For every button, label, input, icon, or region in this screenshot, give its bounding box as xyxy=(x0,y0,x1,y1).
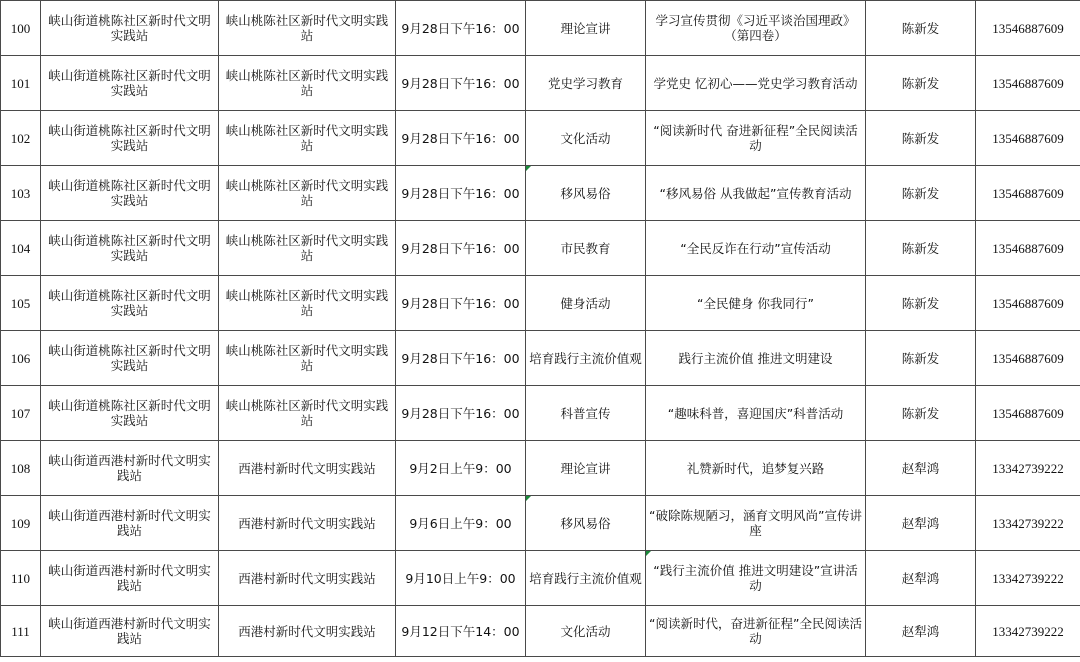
contact-phone-cell[interactable]: 13546887609 xyxy=(976,56,1080,111)
activity-type-cell[interactable]: 理论宣讲 xyxy=(526,441,646,496)
street-station-cell[interactable]: 峡山街道桃陈社区新时代文明实践站 xyxy=(41,276,219,331)
row-number-cell[interactable]: 103 xyxy=(1,166,41,221)
street-station-cell[interactable]: 峡山街道桃陈社区新时代文明实践站 xyxy=(41,221,219,276)
practice-station-cell[interactable]: 峡山桃陈社区新时代文明实践站 xyxy=(219,276,396,331)
activity-time-cell[interactable]: 9月28日下午16：00 xyxy=(396,111,526,166)
activity-type-cell[interactable]: 科普宣传 xyxy=(526,386,646,441)
activity-time-cell[interactable]: 9月28日下午16：00 xyxy=(396,221,526,276)
contact-phone-cell[interactable]: 13546887609 xyxy=(976,166,1080,221)
activity-title-cell[interactable]: “趣味科普，喜迎国庆”科普活动 xyxy=(646,386,866,441)
contact-person-cell[interactable]: 陈新发 xyxy=(866,386,976,441)
contact-person-cell[interactable]: 赵犁鸿 xyxy=(866,551,976,606)
contact-phone-cell[interactable]: 13546887609 xyxy=(976,1,1080,56)
contact-person-cell[interactable]: 赵犁鸿 xyxy=(866,606,976,657)
table-row xyxy=(1,166,1080,221)
activity-title-cell[interactable]: 学党史 忆初心——党史学习教育活动 xyxy=(646,56,866,111)
street-station-cell[interactable]: 峡山街道西港村新时代文明实践站 xyxy=(41,551,219,606)
practice-station-cell[interactable]: 西港村新时代文明实践站 xyxy=(219,441,396,496)
activity-title-cell[interactable]: 学习宣传贯彻《习近平谈治国理政》（第四卷） xyxy=(646,1,866,56)
table-row xyxy=(1,441,1080,496)
street-station-cell[interactable]: 峡山街道西港村新时代文明实践站 xyxy=(41,606,219,657)
contact-person-cell[interactable]: 陈新发 xyxy=(866,1,976,56)
street-station-cell[interactable]: 峡山街道桃陈社区新时代文明实践站 xyxy=(41,331,219,386)
contact-person-cell[interactable]: 陈新发 xyxy=(866,276,976,331)
activity-title-cell[interactable]: “全民反诈在行动”宣传活动 xyxy=(646,221,866,276)
street-station-cell[interactable]: 峡山街道桃陈社区新时代文明实践站 xyxy=(41,1,219,56)
table-row xyxy=(1,551,1080,606)
practice-station-cell[interactable]: 峡山桃陈社区新时代文明实践站 xyxy=(219,1,396,56)
activity-title-cell[interactable]: “全民健身 你我同行” xyxy=(646,276,866,331)
row-number-cell[interactable]: 104 xyxy=(1,221,41,276)
activity-time-cell[interactable]: 9月28日下午16：00 xyxy=(396,1,526,56)
contact-phone-cell[interactable]: 13546887609 xyxy=(976,331,1080,386)
activity-time-cell[interactable]: 9月28日下午16：00 xyxy=(396,276,526,331)
activity-type-cell[interactable]: 市民教育 xyxy=(526,221,646,276)
street-station-cell[interactable]: 峡山街道桃陈社区新时代文明实践站 xyxy=(41,166,219,221)
table-row xyxy=(1,56,1080,111)
activity-title-cell[interactable]: “破除陈规陋习，涵育文明风尚”宣传讲座 xyxy=(646,496,866,551)
street-station-cell[interactable]: 峡山街道桃陈社区新时代文明实践站 xyxy=(41,111,219,166)
practice-station-cell[interactable]: 峡山桃陈社区新时代文明实践站 xyxy=(219,331,396,386)
row-number-cell[interactable]: 105 xyxy=(1,276,41,331)
contact-person-cell[interactable]: 陈新发 xyxy=(866,166,976,221)
practice-station-cell[interactable]: 西港村新时代文明实践站 xyxy=(219,551,396,606)
activity-time-cell[interactable]: 9月28日下午16：00 xyxy=(396,331,526,386)
activity-type-cell[interactable]: 移风易俗 xyxy=(526,166,646,221)
row-number-cell[interactable]: 107 xyxy=(1,386,41,441)
row-number-cell[interactable]: 101 xyxy=(1,56,41,111)
practice-station-cell[interactable]: 峡山桃陈社区新时代文明实践站 xyxy=(219,56,396,111)
contact-phone-cell[interactable]: 13546887609 xyxy=(976,111,1080,166)
table-row xyxy=(1,331,1080,386)
contact-phone-cell[interactable]: 13342739222 xyxy=(976,441,1080,496)
activity-time-cell[interactable]: 9月28日下午16：00 xyxy=(396,56,526,111)
table-row xyxy=(1,606,1080,657)
table-row xyxy=(1,221,1080,276)
street-station-cell[interactable]: 峡山街道桃陈社区新时代文明实践站 xyxy=(41,386,219,441)
activity-time-cell[interactable]: 9月2日上午9：00 xyxy=(396,441,526,496)
activity-type-cell[interactable]: 培育践行主流价值观 xyxy=(526,331,646,386)
practice-station-cell[interactable]: 峡山桃陈社区新时代文明实践站 xyxy=(219,166,396,221)
contact-phone-cell[interactable]: 13342739222 xyxy=(976,551,1080,606)
row-number-cell[interactable]: 100 xyxy=(1,1,41,56)
activity-title-cell[interactable]: “阅读新时代，奋进新征程”全民阅读活动 xyxy=(646,606,866,657)
street-station-cell[interactable]: 峡山街道西港村新时代文明实践站 xyxy=(41,496,219,551)
activity-type-cell[interactable]: 移风易俗 xyxy=(526,496,646,551)
activity-time-cell[interactable]: 9月28日下午16：00 xyxy=(396,166,526,221)
table-row xyxy=(1,111,1080,166)
contact-phone-cell[interactable]: 13342739222 xyxy=(976,606,1080,657)
row-number-cell[interactable]: 109 xyxy=(1,496,41,551)
activity-type-cell[interactable]: 理论宣讲 xyxy=(526,1,646,56)
activity-title-cell[interactable]: “践行主流价值 推进文明建设”宣讲活动 xyxy=(646,551,866,606)
activity-title-cell[interactable]: “移风易俗 从我做起”宣传教育活动 xyxy=(646,166,866,221)
contact-person-cell[interactable]: 陈新发 xyxy=(866,221,976,276)
practice-station-cell[interactable]: 西港村新时代文明实践站 xyxy=(219,496,396,551)
contact-person-cell[interactable]: 陈新发 xyxy=(866,111,976,166)
table-row xyxy=(1,496,1080,551)
contact-person-cell[interactable]: 陈新发 xyxy=(866,56,976,111)
practice-station-cell[interactable]: 峡山桃陈社区新时代文明实践站 xyxy=(219,111,396,166)
row-number-cell[interactable]: 108 xyxy=(1,441,41,496)
practice-station-cell[interactable]: 西港村新时代文明实践站 xyxy=(219,606,396,657)
table-row xyxy=(1,1,1080,56)
table-row xyxy=(1,386,1080,441)
contact-phone-cell[interactable]: 13546887609 xyxy=(976,221,1080,276)
contact-phone-cell[interactable]: 13342739222 xyxy=(976,496,1080,551)
activity-time-cell[interactable]: 9月12日下午14：00 xyxy=(396,606,526,657)
practice-station-cell[interactable]: 峡山桃陈社区新时代文明实践站 xyxy=(219,221,396,276)
street-station-cell[interactable]: 峡山街道桃陈社区新时代文明实践站 xyxy=(41,56,219,111)
contact-phone-cell[interactable]: 13546887609 xyxy=(976,276,1080,331)
row-number-cell[interactable]: 110 xyxy=(1,551,41,606)
activity-title-cell[interactable]: “阅读新时代 奋进新征程”全民阅读活动 xyxy=(646,111,866,166)
practice-station-cell[interactable]: 峡山桃陈社区新时代文明实践站 xyxy=(219,386,396,441)
activity-time-cell[interactable]: 9月10日上午9：00 xyxy=(396,551,526,606)
table-row xyxy=(1,276,1080,331)
activity-type-cell[interactable]: 培育践行主流价值观 xyxy=(526,551,646,606)
activity-title-cell[interactable]: 礼赞新时代，追梦复兴路 xyxy=(646,441,866,496)
activity-type-cell[interactable]: 文化活动 xyxy=(526,606,646,657)
contact-phone-cell[interactable]: 13546887609 xyxy=(976,386,1080,441)
row-number-cell[interactable]: 102 xyxy=(1,111,41,166)
activity-time-cell[interactable]: 9月28日下午16：00 xyxy=(396,386,526,441)
row-number-cell[interactable]: 106 xyxy=(1,331,41,386)
street-station-cell[interactable]: 峡山街道西港村新时代文明实践站 xyxy=(41,441,219,496)
activity-title-cell[interactable]: 践行主流价值 推进文明建设 xyxy=(646,331,866,386)
contact-person-cell[interactable]: 赵犁鸿 xyxy=(866,441,976,496)
contact-person-cell[interactable]: 陈新发 xyxy=(866,331,976,386)
row-number-cell[interactable]: 111 xyxy=(1,606,41,657)
activity-type-cell[interactable]: 文化活动 xyxy=(526,111,646,166)
contact-person-cell[interactable]: 赵犁鸿 xyxy=(866,496,976,551)
activity-type-cell[interactable]: 健身活动 xyxy=(526,276,646,331)
activity-type-cell[interactable]: 党史学习教育 xyxy=(526,56,646,111)
activity-time-cell[interactable]: 9月6日上午9：00 xyxy=(396,496,526,551)
